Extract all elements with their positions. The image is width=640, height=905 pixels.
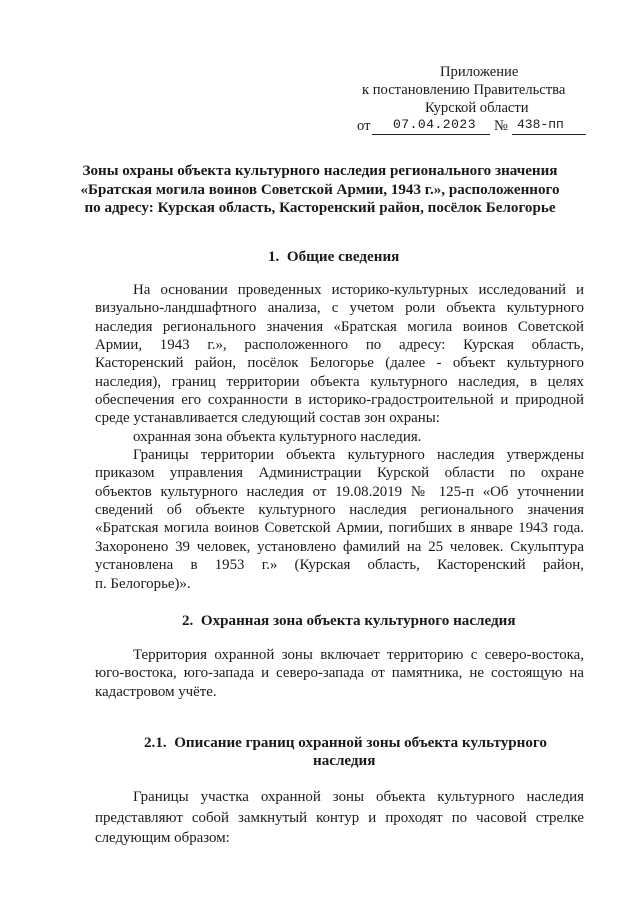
text-line: наследия регионального значения «Братская могила воинов Советской — [95, 318, 584, 335]
text-line: На основании проведенных историко-культурных исследований и — [133, 282, 584, 298]
text-line: Захоронено 39 человек, установлено фамилий на 25 человек. Скульптура — [95, 538, 584, 555]
text-line: среде устанавливается следующий состав зон охраны: — [95, 410, 440, 427]
text-line: Границы территории объекта культурного наследия утверждены — [133, 447, 584, 464]
text-line: Границы участка охранной зоны объекта культурного наследия — [133, 789, 584, 805]
title-line: Зоны охраны объекта культурного наследия регионального значения — [82, 163, 558, 179]
appendix-number: 438-пп — [517, 117, 564, 132]
document-title — [60, 162, 580, 218]
text-line: следующим образом: — [95, 830, 230, 846]
appendix-line-2: к постановлению Правительства — [362, 82, 566, 98]
section-1-paragraph-2: охранная зона объекта культурного наследия. — [133, 428, 422, 445]
appendix-ot-label: от — [357, 118, 371, 134]
text-line: Армии, 1943 г.», расположенного по адресу: Курская область, — [95, 337, 584, 354]
title-line: по адресу: Курская область, Касторенский район, посёлок Белогорье — [84, 200, 556, 217]
title-line: «Братская могила воинов Советской Армии, 1943 г.», расположенного — [80, 181, 560, 198]
section-2-paragraph — [95, 646, 584, 701]
section-2-1-heading-line-1: 2.1. Описание границ охранной зоны объекта культурного — [144, 735, 547, 751]
text-line: юго-востока, юго-запада и северо-запада от памятника, не состоящую на — [95, 665, 584, 682]
text-line: сведений об объекте культурного наследия регионального значения — [95, 502, 584, 519]
text-line: установлена в 1953 г.» (Курская область, Касторенский район, — [95, 557, 584, 574]
text-line: объектов культурного наследия от 19.08.2019 № 125-п «Об уточнении — [95, 483, 584, 500]
text-line: представляют собой замкнутый контур и проходят по часовой стрелке — [95, 809, 584, 826]
section-1-paragraph-1 — [95, 281, 584, 593]
number-underline — [512, 134, 586, 135]
text-line: «Братская могила воинов Советской Армии, погибших в январе 1943 года. — [95, 520, 584, 537]
text-line: наследия), границ территории объекта культурного наследия, в целях — [95, 373, 584, 390]
section-1-heading: 1. Общие сведения — [268, 249, 400, 265]
appendix-number-sign: № — [494, 118, 508, 134]
text-line: п. Белогорье)». — [95, 575, 191, 592]
text-line: визуально-ландшафтного анализа, с учетом роли объекта культурного — [95, 300, 584, 317]
appendix-line-1: Приложение — [440, 64, 519, 80]
date-underline — [372, 134, 490, 135]
appendix-line-3: Курской области — [425, 100, 529, 116]
section-2-1-heading-line-2: наследия — [313, 753, 376, 769]
text-line: Территория охранной зоны включает территорию с северо-востока, — [133, 647, 584, 663]
section-2-heading: 2. Охранная зона объекта культурного наследия — [182, 613, 516, 629]
appendix-date: 07.04.2023 — [393, 117, 477, 132]
text-line: Касторенский район, посёлок Белогорье (далее - объект культурного — [95, 355, 584, 372]
text-line: кадастровом учёте. — [95, 683, 217, 700]
section-2-1-paragraph — [95, 787, 584, 849]
text-line: приказом управления Администрации Курской области по охране — [95, 465, 584, 482]
text-line: обеспечения его сохранности в историко-градостроительной и природной — [95, 392, 584, 409]
